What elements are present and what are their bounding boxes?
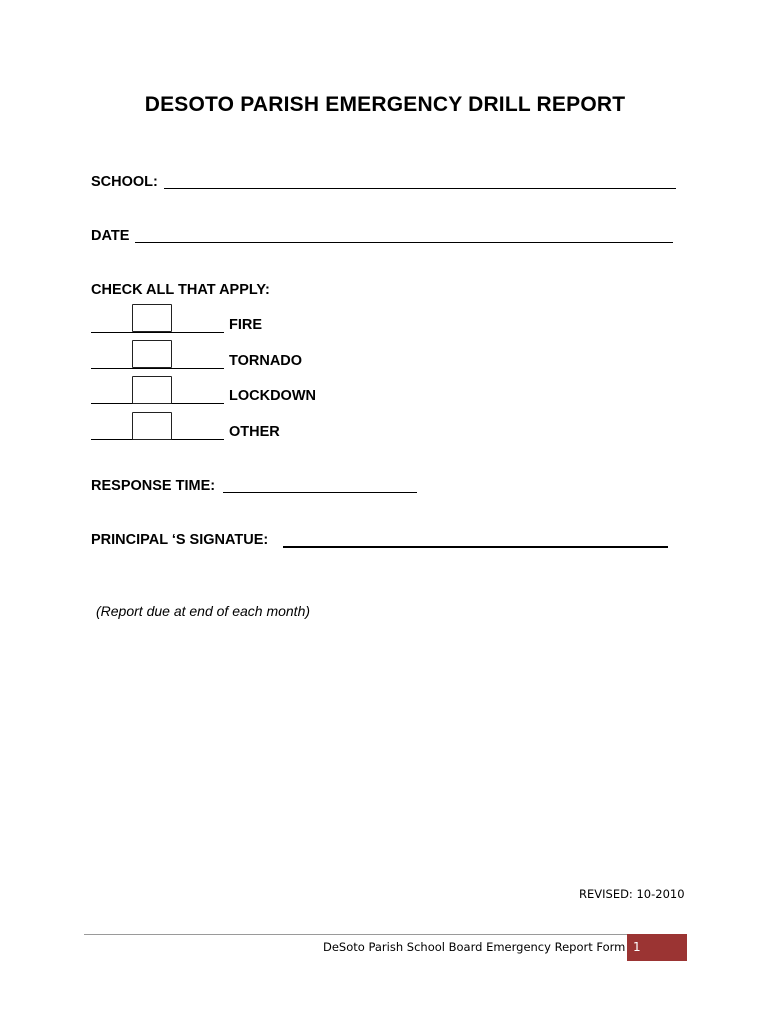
- response-time-input-line[interactable]: [223, 492, 417, 493]
- option-line: [91, 332, 224, 333]
- lockdown-checkbox[interactable]: [132, 376, 172, 404]
- signature-label: PRINCIPAL ‘S SIGNATUE:: [91, 532, 269, 548]
- school-input-line[interactable]: [164, 188, 676, 189]
- check-all-heading: CHECK ALL THAT APPLY:: [91, 282, 270, 298]
- page-number: 1: [627, 934, 687, 961]
- fire-checkbox[interactable]: [132, 304, 172, 332]
- date-label: DATE: [91, 228, 130, 244]
- footer-divider: [84, 934, 687, 935]
- footer-text: DeSoto Parish School Board Emergency Report Form: [323, 940, 626, 954]
- fire-label: FIRE: [229, 317, 263, 333]
- other-checkbox[interactable]: [132, 412, 172, 440]
- response-time-label: RESPONSE TIME:: [91, 478, 216, 494]
- revised-text: REVISED: 10-2010: [579, 887, 685, 901]
- signature-input-line[interactable]: [283, 546, 668, 548]
- option-line: [91, 368, 224, 369]
- other-label: OTHER: [229, 424, 280, 440]
- date-input-line[interactable]: [135, 242, 673, 243]
- tornado-label: TORNADO: [229, 353, 303, 369]
- due-note: (Report due at end of each month): [96, 603, 311, 619]
- lockdown-label: LOCKDOWN: [229, 388, 316, 404]
- school-label: SCHOOL:: [91, 174, 158, 190]
- report-title: DESOTO PARISH EMERGENCY DRILL REPORT: [144, 93, 626, 116]
- tornado-checkbox[interactable]: [132, 340, 172, 368]
